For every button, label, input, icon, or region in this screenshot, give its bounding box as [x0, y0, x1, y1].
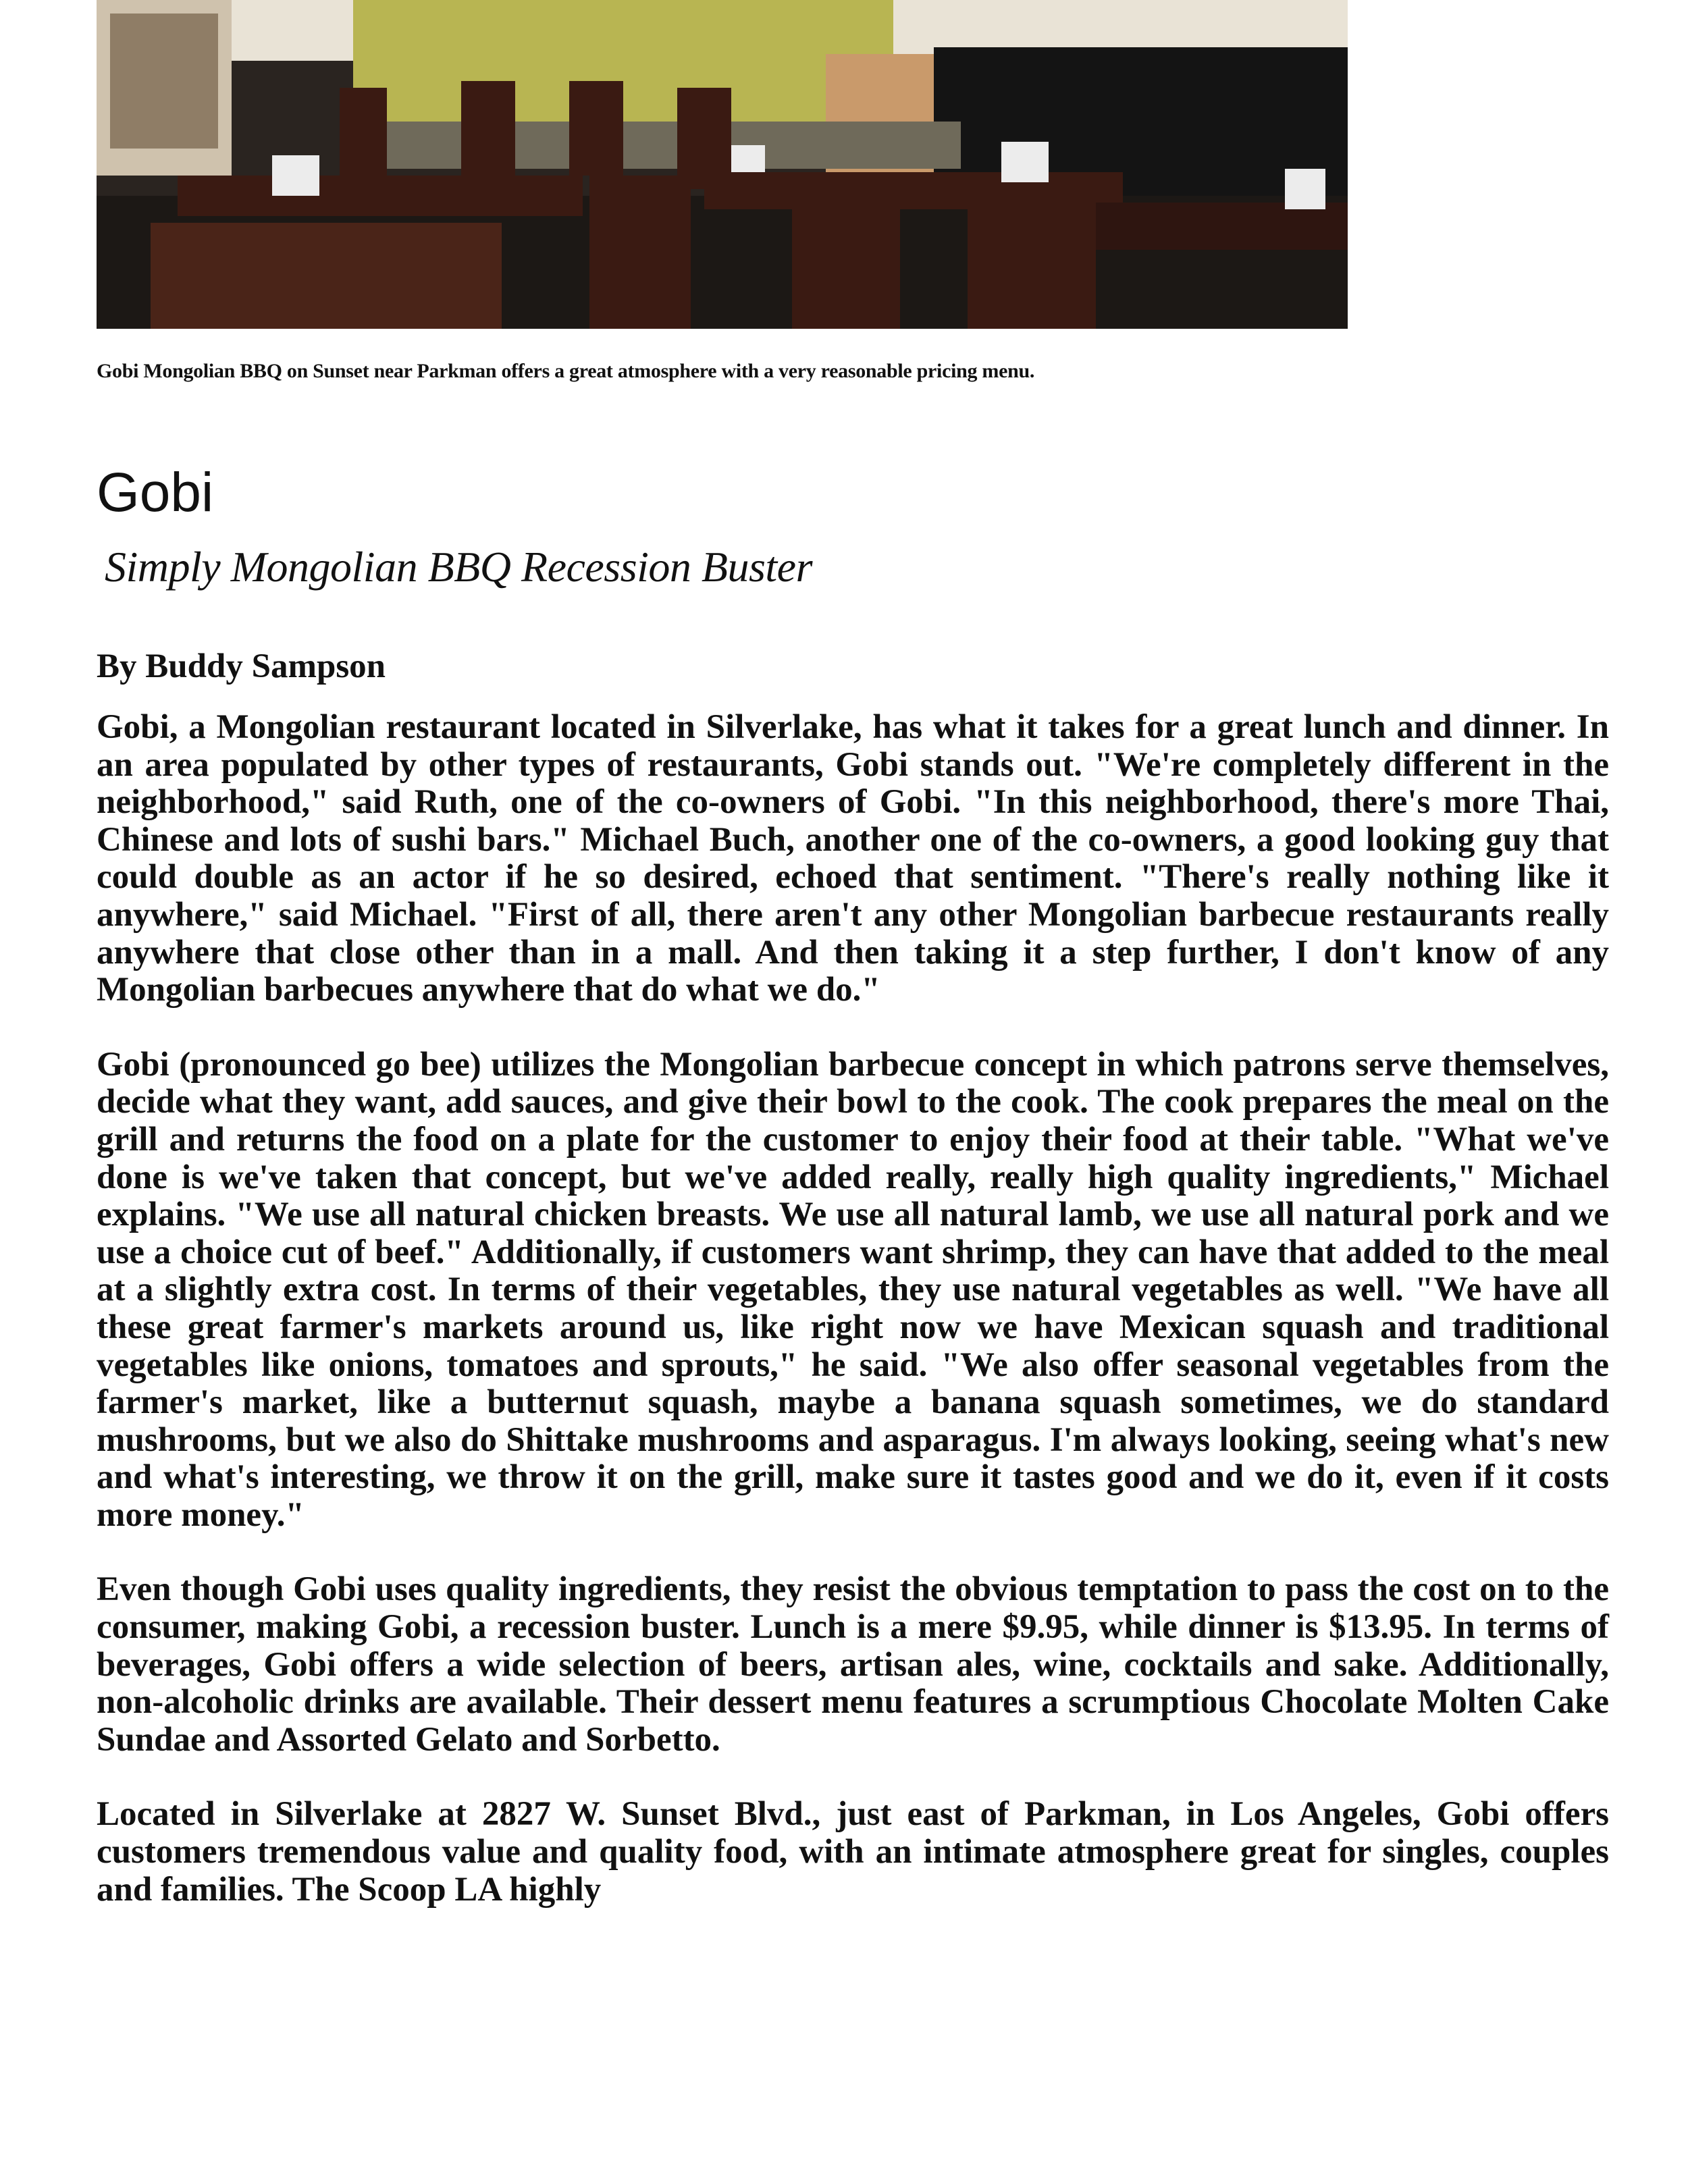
paragraph: Located in Silverlake at 2827 W. Sunset Blvd., just east of Parkman, in Los Angeles, Gobi offers customers tremendous value and quality food, with an intimate atmosphere great for singles, couples and families. The Scoop LA highly — [97, 1795, 1609, 1909]
paragraph: Even though Gobi uses quality ingredients, they resist the obvious temptation to pass the cost on to the consumer, making Gobi, a recession buster. Lunch is a mere $9.95, while dinner is $13.95. In terms of beverages, Gobi offers a wide selection of beers, artisan ales, wine, cocktails and sake. Additionally, non-alcoholic drinks are available. Their dessert menu features a scrumptious Chocolate Molten Cake Sundae and Assorted Gelato and Sorbetto. — [97, 1570, 1609, 1759]
restaurant-photo — [97, 0, 1348, 329]
restaurant-interior-photo-icon — [97, 0, 1348, 329]
byline: By Buddy Sampson — [97, 647, 386, 685]
article-body — [97, 709, 1609, 1946]
photo-caption: Gobi Mongolian BBQ on Sunset near Parkman offers a great atmosphere with a very reasonable pricing menu. — [97, 360, 1035, 382]
paragraph: Gobi (pronounced go bee) utilizes the Mongolian barbecue concept in which patrons serve themselves, decide what they want, add sauces, and give their bowl to the cook. The cook prepares the meal on the grill and returns the food on a plate for the customer to enjoy their food at their table. "What we've done is we've taken that concept, but we've added really, really high quality ingredients," Michael explains. "We use all natural chicken breasts. We use all natural lamb, we use all natural pork and we use a choice cut of beef." Additionally, if customers want shrimp, they can have that added to the meal at a slightly extra cost. In terms of their vegetables, they use natural vegetables as well. "We have all these great farmer's markets around us, like right now we have Mexican squash and traditional vegetables like onions, tomatoes and sprouts," he said. "We also offer seasonal vegetables from the farmer's market, like a butternut squash, maybe a banana squash sometimes, we do standard mushrooms, but we also do Shittake mushrooms and asparagus. I'm always looking, seeing what's new and what's interesting, we throw it on the grill, make sure it tastes good and we do it, even if it costs more money." — [97, 1045, 1609, 1534]
article-subtitle: Simply Mongolian BBQ Recession Buster — [105, 543, 812, 591]
paragraph: Gobi, a Mongolian restaurant located in Silverlake, has what it takes for a great lunch and dinner. In an area populated by other types of restaurants, Gobi stands out. "We're completely different in the neighborhood," said Ruth, one of the co-owners of Gobi. "In this neighborhood, there's more Thai, Chinese and lots of sushi bars." Michael Buch, another one of the co-owners, a good looking guy that could double as an actor if he so desired, echoed that sentiment. "There's really nothing like it anywhere," said Michael. "First of all, there aren't any other Mongolian barbecue restaurants really anywhere that close other than in a mall. And then taking it a step further, I don't know of any Mongolian barbecues anywhere that do what we do." — [97, 708, 1609, 1009]
article-title: Gobi — [97, 462, 214, 523]
